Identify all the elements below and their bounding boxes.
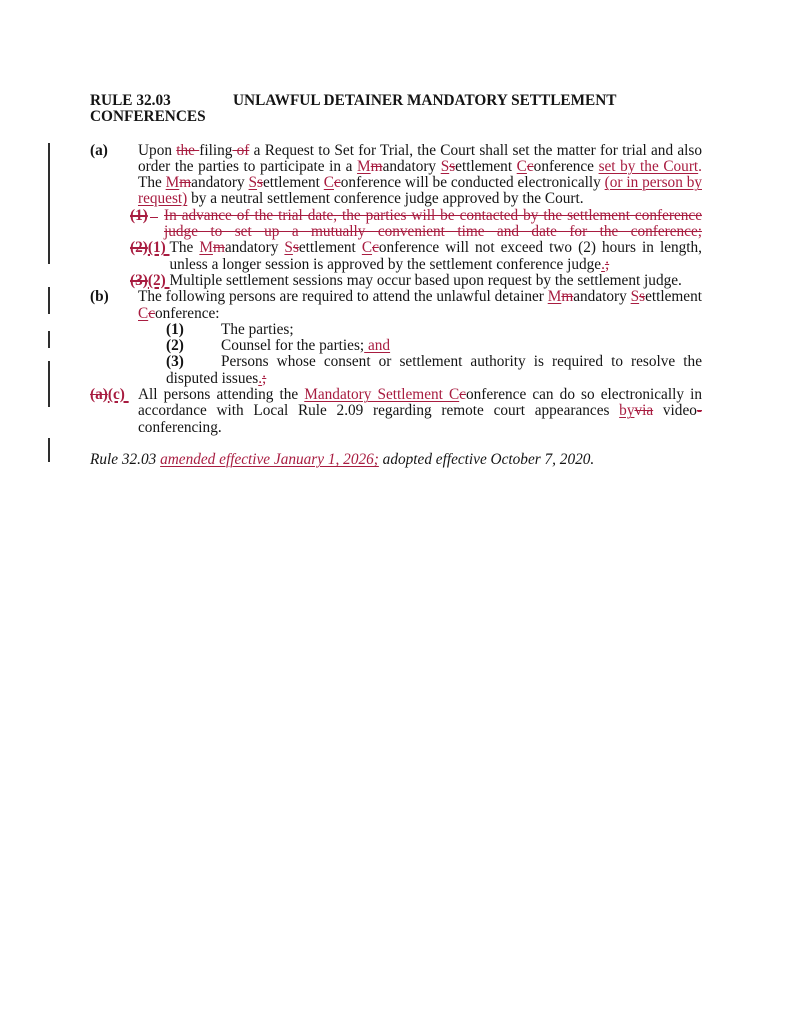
rule-title-line1 [90,93,702,109]
inserted-text: M [199,239,213,257]
inserted-text: set by the Court [598,157,699,175]
deleted-text: the [176,141,200,159]
deleted-label: (3) [130,271,148,289]
text-run: video [653,402,697,420]
bold-text-run: (b) [90,288,109,306]
deleted-item-a-1-text [164,208,702,241]
deleted-text: c [372,239,379,257]
text-run: Upon [138,141,177,159]
text-run: ettlement [298,239,362,257]
item-b-2-label [166,338,221,354]
text-run: by a neutral settlement conference judge approved by the Court. [187,190,584,208]
item-b-3-label [166,354,221,370]
text-run: The [138,174,166,192]
change-bar [48,361,50,407]
paragraph-c-label [90,387,138,403]
changed-punctuation: . [698,157,702,175]
deleted-tab-strike [150,217,158,219]
deleted-text: s [257,174,263,192]
inserted-text: S [440,157,450,175]
inserted-text: M [547,288,562,306]
rule-title-line2: CONFERENCES [90,108,206,126]
bold-text-run: (1) [166,320,184,338]
inserted-text: M [165,174,180,192]
text-run: Counsel for the parties; [221,337,365,355]
rule-body [90,143,702,436]
inserted-text: and [364,337,391,355]
inserted-text: by [619,402,635,420]
text-run: onference [533,157,599,175]
item-a-2 [130,273,702,289]
paragraph-b-label [90,289,138,305]
deleted-text: m [370,157,383,175]
bold-text-run: (3) [166,353,184,371]
change-bar [48,287,50,314]
change-bar [48,143,50,264]
text-run: ettlement [263,174,324,192]
text-run: The parties; [221,320,294,338]
item-b-1 [166,322,702,338]
text-run: Rule 32.03 [90,450,161,468]
deleted-text: s [292,239,299,257]
deleted-text: via [634,402,654,420]
item-b-2 [166,338,702,354]
change-bar [48,331,50,348]
text-run: onference will not exceed two (2) hours in length, unless a longer session is approved by the settlement conference judge [169,239,703,273]
inserted-text: C [516,157,527,175]
inserted-text: M [357,157,371,175]
paragraph-b [90,289,702,322]
rule-heading: UNLAWFUL DETAINER MANDATORY SETTLEMENT [233,92,617,109]
text-run: onference can do so electronically in accordance with Local Rule 2.09 regarding remote court appearances [138,386,702,420]
item-a-2-text [170,273,702,289]
deleted-text: (a) [90,386,108,404]
deleted-text: c [526,157,534,175]
deleted-text: m [179,174,192,192]
text-run: ettlement [455,157,517,175]
deleted-text: - [696,402,702,420]
text-run: adopted effective October 7, 2020. [378,450,595,468]
text-run: onference will be conducted electronically [340,174,605,192]
deleted-label: (2) [130,239,148,257]
paragraph-c-text [138,387,702,436]
deleted-text: m [561,288,574,306]
deleted-text: s [449,157,456,175]
bold-text-run: (2) [166,337,184,355]
text-run: a Request to Set for Trial, the Court shall set the matter for trial and also order the parties to participate in a [138,141,702,175]
rule-title [90,93,702,126]
text-run: andatory [382,157,441,175]
deleted-text: m [212,239,225,257]
inserted-text: Mandatory Settlement C [304,386,460,404]
deleted-item-a-1 [130,208,702,241]
inserted-label: (1) [147,239,170,257]
text-run: ettlement [645,288,702,306]
deleted-text: s [639,288,646,306]
text-run: andatory [224,239,285,257]
text-run: conferencing. [138,418,222,436]
deleted-label: (1) [130,206,148,224]
text-run: The following persons are required to attend the unlawful detainer [138,288,548,306]
deleted-text: c [148,304,155,322]
inserted-text: amended effective January 1, 2026; [160,450,379,468]
paragraph-a [90,143,702,208]
deleted-item-a-1-label [130,208,164,224]
change-bar [48,438,50,462]
rule-number: RULE 32.03 [90,92,171,109]
text-run: All persons attending the [138,386,305,404]
item-b-3 [166,354,702,387]
text-run: onference: [155,304,220,322]
paragraph-c [90,387,702,436]
deleted-text: c [459,386,466,404]
inserted-text: S [248,174,258,192]
deleted-text: c [333,174,341,192]
text-run: andatory [573,288,631,306]
inserted-text: (or in person by request) [138,174,702,208]
item-a-1-label [130,240,170,256]
deleted-text: ; [262,369,267,387]
item-a-1-text [170,240,702,273]
text-run: filing [199,141,233,159]
item-b-1-label [166,322,221,338]
text-run: Multiple settlement sessions may occur based upon request by the settlement judge. [169,271,682,289]
history-note [90,452,702,468]
paragraph-a-label [90,143,138,159]
inserted-label: (2) [147,271,170,289]
inserted-label: (c) [107,386,129,404]
paragraph-b-text [138,289,702,322]
text-run: Persons whose consent or settlement authority is required to resolve the disputed issues [166,353,702,387]
inserted-text: S [284,239,293,257]
inserted-text: C [138,304,149,322]
inserted-text: C [323,174,334,192]
document-content [90,93,702,468]
inserted-text: S [630,288,640,306]
item-a-2-label [130,273,170,289]
paragraph-a-text [138,143,702,208]
inserted-text: . [601,255,605,273]
inserted-text: . [258,369,263,387]
deleted-text: ; [604,255,610,273]
deleted-text: of [232,141,250,159]
text-run: The [169,239,200,257]
bold-text-run: (a) [90,141,108,159]
inserted-text: C [361,239,373,257]
text-run: andatory [191,174,249,192]
item-a-1 [130,240,702,273]
deleted-text: In advance of the trial date, the parties will be contacted by the settlement conference judge to set up a mutually convenient time and date for the conference; [164,206,702,241]
